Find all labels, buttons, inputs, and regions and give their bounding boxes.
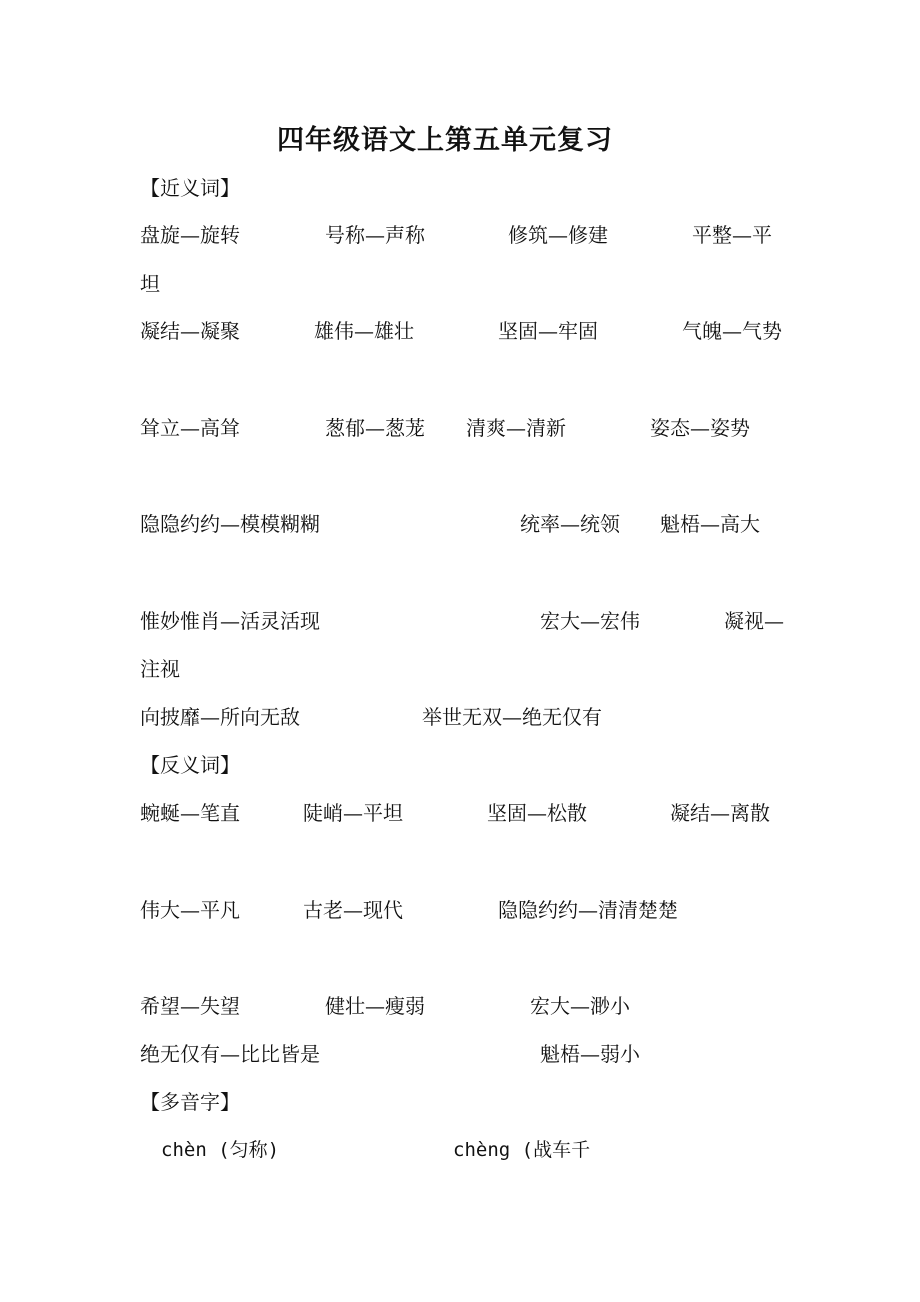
- antonym-row: [0, 1038, 920, 1068]
- word-pair: 举世无双—绝无仅有: [422, 705, 602, 729]
- page-title: 四年级语文上第五单元复习: [277, 125, 613, 156]
- word-pair: 希望—失望: [140, 994, 240, 1018]
- word-pair: 修筑—修建: [508, 223, 608, 247]
- word-pair: 魁梧—弱小: [540, 1042, 640, 1066]
- section-label: 【反义词】: [140, 753, 240, 777]
- word-pair: 凝结—凝聚: [140, 319, 240, 343]
- section-heading-antonyms: [0, 749, 920, 779]
- pinyin-entry: chèn (匀称): [161, 1139, 280, 1161]
- synonym-row: [0, 412, 920, 442]
- synonym-row: [0, 268, 920, 298]
- section-heading-synonyms: [0, 172, 920, 202]
- word-pair: 凝结—离散: [670, 801, 770, 825]
- word-pair: 清爽—清新: [466, 416, 566, 440]
- word-pair: 宏大—渺小: [530, 994, 630, 1018]
- word-pair: 雄伟—雄壮: [314, 319, 414, 343]
- word-pair: 隐隐约约—模模糊糊: [140, 512, 320, 536]
- antonym-row: [0, 797, 920, 827]
- word-pair: 宏大—宏伟: [540, 609, 640, 633]
- synonym-row: [0, 605, 920, 635]
- section-label: 【多音字】: [140, 1090, 240, 1114]
- word-pair: 坦: [140, 272, 160, 296]
- synonym-row: [0, 508, 920, 538]
- word-pair: 葱郁—葱茏: [325, 416, 425, 440]
- word-pair: 注视: [140, 657, 180, 681]
- word-pair: 蜿蜒—笔直: [140, 801, 240, 825]
- word-pair: 气魄—气势: [682, 319, 782, 343]
- word-pair: 绝无仅有—比比皆是: [140, 1042, 320, 1066]
- word-pair: 隐隐约约—清清楚楚: [498, 898, 678, 922]
- word-pair: 魁梧—高大: [660, 512, 760, 536]
- word-pair: 凝视—: [724, 609, 784, 633]
- synonym-row: [0, 701, 920, 731]
- antonym-row: [0, 894, 920, 924]
- synonym-row: [0, 315, 920, 345]
- word-pair: 平整—平: [692, 223, 772, 247]
- antonym-row: [0, 990, 920, 1020]
- word-pair: 惟妙惟肖—活灵活现: [140, 609, 320, 633]
- word-pair: 耸立—高耸: [140, 416, 240, 440]
- word-pair: 向披靡—所向无敌: [140, 705, 300, 729]
- word-pair: 姿态—姿势: [650, 416, 750, 440]
- pinyin-entry: chèng (战车千: [453, 1139, 591, 1161]
- word-pair: 古老—现代: [303, 898, 403, 922]
- word-pair: 坚固—牢固: [498, 319, 598, 343]
- word-pair: 伟大—平凡: [140, 898, 240, 922]
- word-pair: 统率—统领: [520, 512, 620, 536]
- word-pair: 健壮—瘦弱: [325, 994, 425, 1018]
- word-pair: 盘旋—旋转: [140, 223, 240, 247]
- synonym-row: [0, 219, 920, 249]
- word-pair: 号称—声称: [325, 223, 425, 247]
- word-pair: 坚固—松散: [487, 801, 587, 825]
- section-heading-polyphones: [0, 1086, 920, 1116]
- word-pair: 陡峭—平坦: [303, 801, 403, 825]
- section-label: 【近义词】: [140, 176, 240, 200]
- synonym-row: [0, 653, 920, 683]
- polyphone-row: [0, 1135, 920, 1165]
